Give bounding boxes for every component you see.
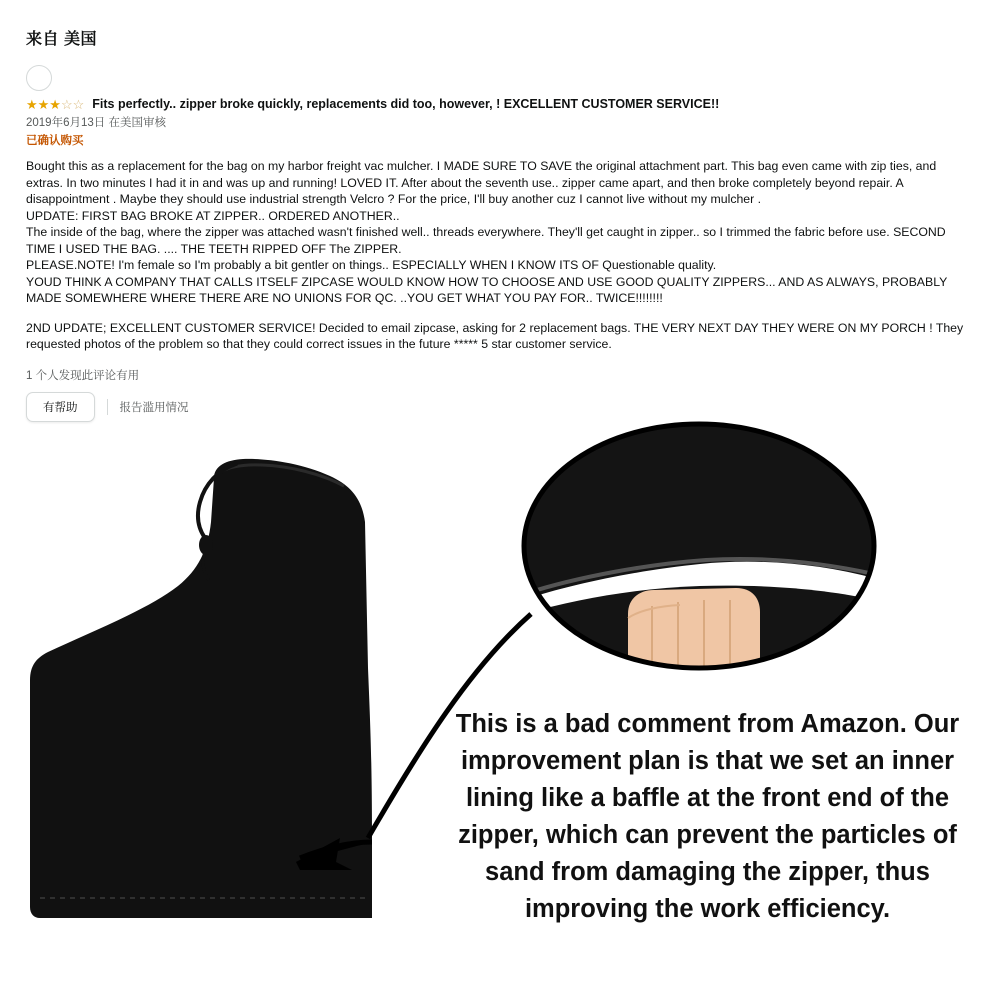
- zoom-detail-callout: [524, 424, 874, 668]
- verified-purchase-badge: 已确认购买: [26, 135, 84, 147]
- review-country-title: 来自 美国: [26, 31, 97, 48]
- review-title-row: [26, 97, 976, 111]
- reviewer-row: [26, 63, 976, 93]
- hand: [628, 588, 760, 668]
- review-body: [26, 158, 976, 353]
- helpful-count: 1 个人发现此评论有用: [26, 369, 140, 382]
- report-abuse-link[interactable]: 报告滥用情况: [119, 401, 189, 414]
- improvement-caption: This is a bad comment from Amazon. Our improvement plan is that we set an inner lining like a baffle at the front end of the zipper, which can prevent the particles of sand from damaging the zipper, thus improving the work efficiency.: [455, 710, 960, 923]
- rating-stars[interactable]: ★★★☆☆: [26, 96, 85, 112]
- review-paragraph: UPDATE: FIRST BAG BROKE AT ZIPPER.. ORDERED ANOTHER..: [26, 208, 400, 223]
- review-paragraph: YOUD THINK A COMPANY THAT CALLS ITSELF ZIPCASE WOULD KNOW HOW TO CHOOSE AND USE GOOD QUALITY ZIPPERS... AND AS ALWAYS, PROBABLY MADE SOMEWHERE WHERE THERE ARE NO UNIONS FOR QC. ..YOU GET WHAT YOU PAY FOR.. TWICE!!!!!!!!: [26, 274, 948, 305]
- review-paragraph: The inside of the bag, where the zipper was attached wasn't finished well.. threads everywhere. They'll get caught in zipper.. so I trimmed the fabric before use. SECOND TIME I USED THE BAG. .... THE TEETH RIPPED OFF The ZIPPER.: [26, 225, 946, 256]
- product-illustration: [0, 418, 1001, 978]
- review-paragraph: Bought this as a replacement for the bag on my harbor freight vac mulcher. I MADE SURE TO SAVE the original attachment part. This bag even came with zip ties, and extras. In two minutes I had it in and was up and running! LOVED IT. After about the seventh use.. zipper came apart, and then broke completely beyond repair. A disappointment . Maybe they should use industrial strength Velcro ? For the price, I'll buy another cuz I cannot live without my mulcher .: [26, 159, 937, 206]
- helpful-button[interactable]: 有帮助: [26, 392, 95, 422]
- review-actions: [26, 392, 976, 422]
- paragraph-spacer: [26, 307, 976, 320]
- action-divider: [107, 399, 108, 415]
- review-date: 2019年6月13日 在美国审核: [26, 117, 166, 129]
- avatar: [26, 65, 52, 91]
- review-title[interactable]: Fits perfectly.. zipper broke quickly, replacements did too, however, ! EXCELLENT CUSTOMER SERVICE!!: [92, 97, 720, 111]
- review-paragraph: PLEASE.NOTE! I'm female so I'm probably a bit gentler on things.. ESPECIALLY WHEN I KNOW ITS OF Questionable quality.: [26, 258, 717, 272]
- customer-review: [26, 26, 976, 422]
- review-paragraph: 2ND UPDATE; EXCELLENT CUSTOMER SERVICE! Decided to email zipcase, asking for 2 replacement bags. THE VERY NEXT DAY THEY WERE ON MY PORCH ! They requested photos of the problem so that they could correct issues in the future ***** 5 star customer service.: [26, 320, 964, 351]
